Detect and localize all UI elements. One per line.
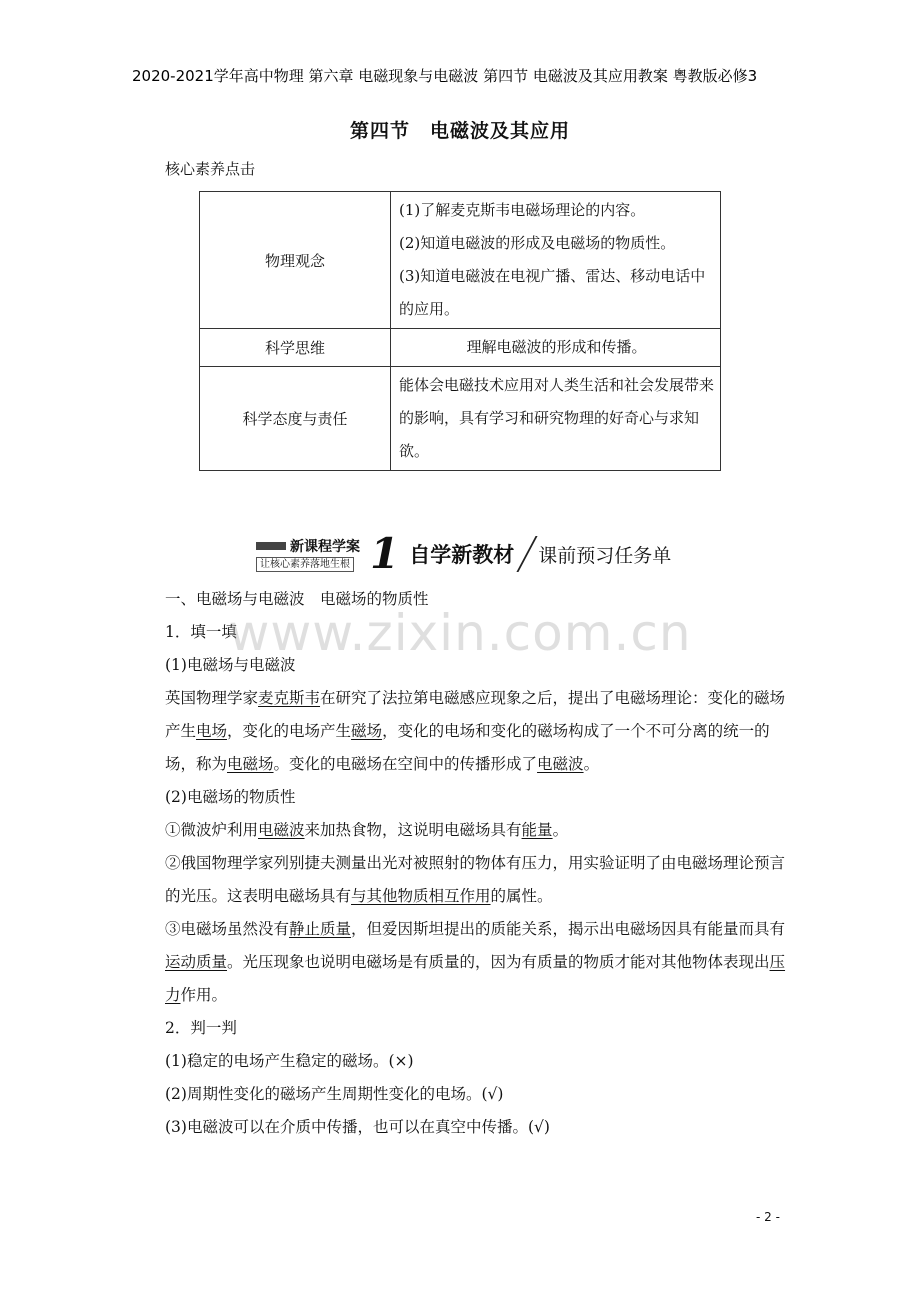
subheading: (1)电磁场与电磁波 <box>165 656 296 674</box>
table-value-cell <box>391 329 721 367</box>
table-line: (2)知道电磁波的形成及电磁场的物质性。 <box>399 234 676 252</box>
paragraph: ①微波炉利用电磁波来加热食物，这说明电磁场具有能量。 <box>165 821 569 839</box>
answer-blank: 电场 <box>196 722 228 740</box>
table-row <box>200 367 721 471</box>
banner-stamp <box>256 536 360 572</box>
paragraph: 英国物理学家麦克斯韦在研究了法拉第电磁感应现象之后，提出了电磁场理论：变化的磁场产生电场，变化的电场产生磁场，变化的电场和变化的磁场构成了一个不可分离的统一的场，称为电磁场。变化的电磁场在空间中的传播形成了电磁波。 <box>165 689 786 773</box>
watermark: www.zixin.com.cn <box>228 604 692 662</box>
answer-blank: 静止质量 <box>289 920 352 938</box>
subheading: (2)电磁场的物质性 <box>165 788 296 806</box>
paragraph: ②俄国物理学家列别捷夫测量出光对被照射的物体有压力，用实验证明了由电磁场理论预言的光压。这表明电磁场具有与其他物质相互作用的属性。 <box>165 854 786 905</box>
table-line: (3)知道电磁波在电视广播、雷达、移动电话中的应用。 <box>399 267 706 318</box>
core-literacy-table <box>199 191 721 471</box>
answer-blank: 电磁波 <box>537 755 584 773</box>
banner-main-title: 自学新教材 <box>409 543 515 567</box>
table-line: (1)了解麦克斯韦电磁场理论的内容。 <box>399 201 646 219</box>
answer-blank: 电磁波 <box>258 821 305 839</box>
answer-blank: 麦克斯韦 <box>258 689 321 707</box>
banner-number: 1 <box>370 529 400 578</box>
banner-slash-divider <box>517 536 538 572</box>
table-row <box>200 192 721 329</box>
fill-in-title: 1．填一填 <box>165 623 237 641</box>
core-literacy-label: 核心素养点击 <box>165 160 256 178</box>
section-title: 第四节 电磁波及其应用 <box>349 120 570 142</box>
answer-blank: 与其他物质相互作用 <box>351 887 491 905</box>
table-key-cell: 科学态度与责任 <box>200 367 391 471</box>
judge-item: (1)稳定的电场产生稳定的磁场。(×) <box>165 1052 414 1070</box>
heading-level-1: 一、电磁场与电磁波 电磁场的物质性 <box>165 590 429 608</box>
banner-stamp-title: 新课程学案 <box>290 539 360 555</box>
judge-item: (2)周期性变化的磁场产生周期性变化的电场。(√) <box>165 1085 504 1103</box>
table-key-cell: 科学思维 <box>200 329 391 367</box>
table-row <box>200 329 721 367</box>
main-content <box>132 583 790 1144</box>
table-value-cell <box>391 192 721 329</box>
judge-item: (3)电磁波可以在介质中传播，也可以在真空中传播。(√) <box>165 1118 550 1136</box>
answer-blank: 电磁场 <box>227 755 274 773</box>
document-header: 2020-2021学年高中物理 第六章 电磁现象与电磁波 第四节 电磁波及其应用教案 粤教版必修3 <box>132 67 758 85</box>
page-number: - 2 - <box>756 1210 780 1224</box>
section-banner <box>256 529 672 578</box>
banner-subtitle: 课前预习任务单 <box>538 544 672 567</box>
answer-blank: 能量 <box>521 821 553 839</box>
banner-bar-icon <box>256 542 286 550</box>
answer-blank: 压力 <box>165 953 786 1004</box>
table-value-cell <box>391 367 721 471</box>
table-line: 能体会电磁技术应用对人类生活和社会发展带来的影响，具有学习和研究物理的好奇心与求知欲。 <box>399 376 715 460</box>
banner-stamp-subtitle: 让核心素养落地生根 <box>256 557 354 572</box>
answer-blank: 运动质量 <box>165 953 228 971</box>
paragraph: ③电磁场虽然没有静止质量，但爱因斯坦提出的质能关系，揭示出电磁场因具有能量而具有运动质量。光压现象也说明电磁场是有质量的，因为有质量的物质才能对其他物体表现出压力作用。 <box>165 920 786 1004</box>
answer-blank: 磁场 <box>351 722 383 740</box>
judge-title: 2．判一判 <box>165 1019 237 1037</box>
table-line: 理解电磁波的形成和传播。 <box>466 338 647 356</box>
table-key-cell: 物理观念 <box>200 192 391 329</box>
